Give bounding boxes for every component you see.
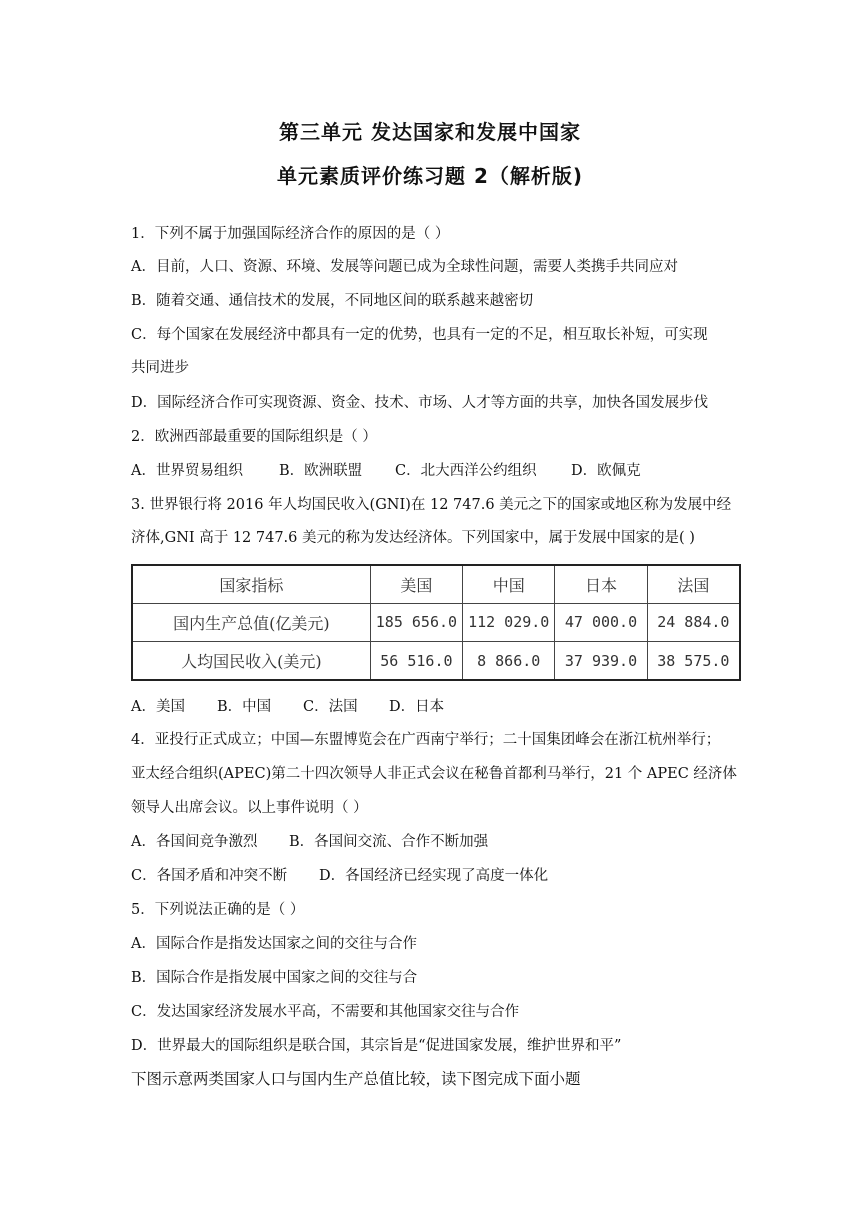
- table-cell: 37 939.0: [555, 642, 647, 680]
- table-header-cell: 中国: [463, 565, 555, 603]
- table-cell: 185 656.0: [370, 603, 462, 641]
- q4-option-a: A．各国间竞争激烈: [131, 834, 258, 850]
- table-cell: 8 866.0: [463, 642, 555, 680]
- q3-option-c: C．法国: [303, 699, 358, 715]
- q4-options-row2: [131, 866, 548, 886]
- q3-options: [131, 697, 444, 717]
- gdp-income-table: [131, 564, 741, 681]
- table-cell: 112 029.0: [463, 603, 555, 641]
- q1-option-c-line1: C．每个国家在发展经济中都具有一定的优势，也具有一定的不足，相互取长补短，可实现: [131, 327, 708, 343]
- q2-options: [131, 461, 641, 481]
- q2-option-d: D．欧佩克: [571, 463, 641, 479]
- q4-option-c: C．各国矛盾和冲突不断: [131, 868, 288, 884]
- q1-option-c-line2: 共同进步: [131, 360, 189, 376]
- table-header-cell: 美国: [370, 565, 462, 603]
- table-row-label: 人均国民收入(美元): [132, 642, 370, 680]
- table-cell: 56 516.0: [370, 642, 462, 680]
- q3-option-b: B．中国: [217, 699, 272, 715]
- table-cell: 47 000.0: [555, 603, 647, 641]
- q2-option-c: C．北大西洋公约组织: [395, 463, 537, 479]
- table-header-cell: 法国: [647, 565, 740, 603]
- q2-stem: 2．欧洲西部最重要的国际组织是（ ）: [131, 429, 377, 445]
- q3-stem-line2: 济体,GNI 高于 12 747.6 美元的称为发达经济体。下列国家中，属于发展中国家的是( ): [131, 530, 695, 546]
- table-cell: 38 575.0: [647, 642, 740, 680]
- q5-option-a: A．国际合作是指发达国家之间的交往与合作: [131, 936, 417, 952]
- table-row: [132, 642, 740, 680]
- q3-option-a: A．美国: [131, 699, 185, 715]
- q1-option-a: A．目前，人口、资源、环境、发展等问题已成为全球性问题，需要人类携手共同应对: [131, 259, 678, 275]
- q4-options-row1: [131, 832, 488, 852]
- q4-stem-line1: 4．亚投行正式成立；中国—东盟博览会在广西南宁举行；二十国集团峰会在浙江杭州举行；: [131, 732, 721, 748]
- table-header-cell: 国家指标: [132, 565, 370, 603]
- table-row-label: 国内生产总值(亿美元): [132, 603, 370, 641]
- q5-stem: 5．下列说法正确的是（ ）: [131, 902, 305, 918]
- q5-option-c: C．发达国家经济发展水平高，不需要和其他国家交往与合作: [131, 1004, 520, 1020]
- table-header-cell: 日本: [555, 565, 647, 603]
- q4-stem-line2: 亚太经合组织(APEC)第二十四次领导人非正式会议在秘鲁首都利马举行，21 个 APEC 经济体: [131, 766, 737, 782]
- figure-intro: 下图示意两类国家人口与国内生产总值比较，读下图完成下面小题: [131, 1070, 581, 1088]
- table-row: [132, 603, 740, 641]
- q3-stem-line1: 3. 世界银行将 2016 年人均国民收入(GNI)在 12 747.6 美元之下的国家或地区称为发展中经: [131, 497, 732, 513]
- q3-option-d: D．日本: [389, 699, 445, 715]
- q1-option-d: D．国际经济合作可实现资源、资金、技术、市场、人才等方面的共享，加快各国发展步伐: [131, 395, 709, 411]
- page-title: 第三单元 发达国家和发展中国家: [279, 120, 581, 144]
- q1-option-b: B．随着交通、通信技术的发展，不同地区间的联系越来越密切: [131, 293, 534, 309]
- table-header-row: [132, 565, 740, 603]
- q4-option-d: D．各国经济已经实现了高度一体化: [319, 868, 549, 884]
- q2-option-b: B．欧洲联盟: [279, 463, 363, 479]
- q4-option-b: B．各国间交流、合作不断加强: [289, 834, 489, 850]
- q5-option-d: D．世界最大的国际组织是联合国，其宗旨是“促进国家发展，维护世界和平”: [131, 1038, 622, 1054]
- table-cell: 24 884.0: [647, 603, 740, 641]
- q2-option-a: A．世界贸易组织: [131, 463, 243, 479]
- page-subtitle: 单元素质评价练习题 2（解析版): [276, 164, 584, 188]
- q4-stem-line3: 领导人出席会议。以上事件说明（ ）: [131, 800, 368, 816]
- q5-option-b: B．国际合作是指发展中国家之间的交往与合: [131, 970, 418, 986]
- q1-stem: 1．下列不属于加强国际经济合作的原因的是（ ）: [131, 226, 450, 242]
